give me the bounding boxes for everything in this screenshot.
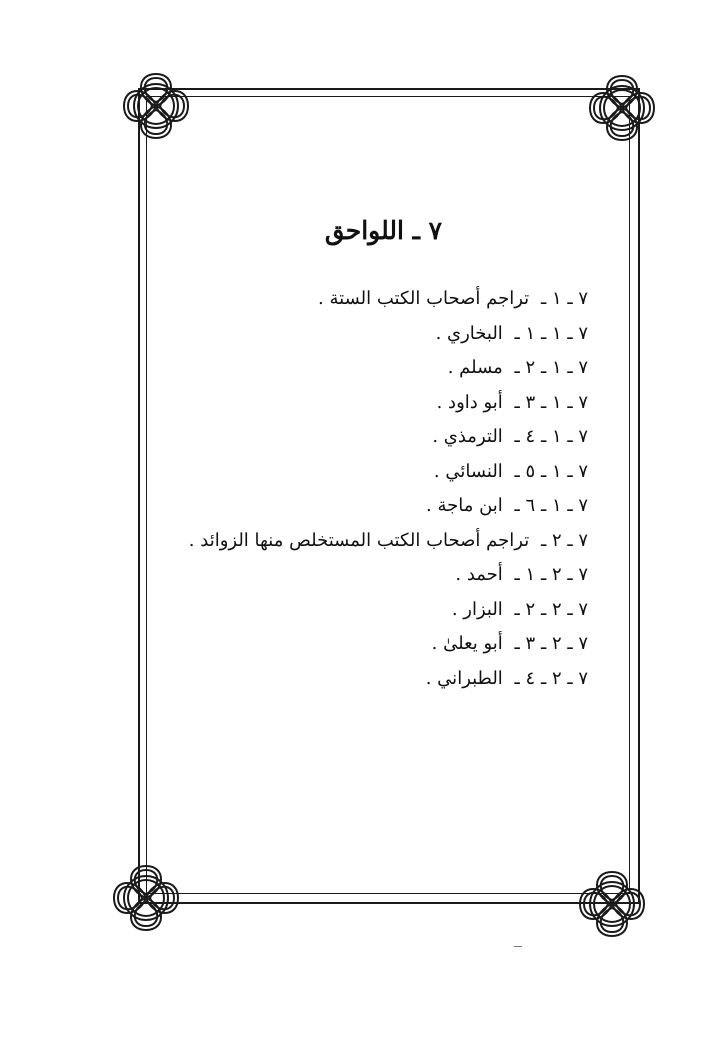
contents-item-number: ٧ ـ ١ ـ [540,288,588,309]
contents-item-text: البخاري . [435,322,503,344]
contents-item-number: ٧ ـ ٢ ـ ١ ـ [514,564,588,585]
contents-item-text: الترمذي . [432,426,503,447]
celtic-knot-corner-icon [108,860,184,936]
section-title-text: ٧ ـ اللواحق [324,215,443,245]
contents-item-text: أبو داود . [436,391,503,413]
contents-item [158,489,588,524]
contents-item-number: ٧ ـ ١ ـ ٣ ـ [514,391,588,413]
contents-item-number: ٧ ـ ١ ـ ١ ـ [514,322,588,344]
contents-item [158,282,588,317]
celtic-knot-corner-icon [118,68,194,144]
contents-item [158,386,588,421]
contents-item-text: البزار . [451,598,503,620]
contents-item [158,317,588,352]
contents-item-number: ٧ ـ ٢ ـ ٢ ـ [514,598,588,620]
contents-item [158,524,588,559]
contents-item-text: النسائي . [433,460,503,482]
contents-item-text: الطبراني . [425,667,503,689]
contents-item [158,558,588,593]
contents-item-text: ابن ماجة . [426,495,503,516]
contents-item [158,455,588,490]
section-title [0,209,727,253]
contents-item-text: أحمد . [455,564,503,585]
contents-item-text: مسلم . [447,357,503,378]
contents-item-number: ٧ ـ ١ ـ ٥ ـ [514,460,588,482]
contents-item-number: ٧ ـ ١ ـ ٤ ـ [514,426,588,447]
celtic-knot-corner-icon [584,70,660,146]
contents-item-number: ٧ ـ ١ ـ ٦ ـ [514,495,588,516]
contents-item [158,627,588,662]
contents-item [158,593,588,628]
contents-item-number: ٧ ـ ١ ـ ٢ ـ [514,357,588,378]
page-mark [514,946,522,947]
celtic-knot-corner-icon [574,866,650,942]
contents-item [158,351,588,386]
contents-item-text: تراجم أصحاب الكتب المستخلص منها الزوائد . [188,529,530,551]
contents-item-number: ٧ ـ ٢ ـ ٣ ـ [514,633,588,654]
contents-item-number: ٧ ـ ٢ ـ [540,529,588,551]
contents-item-text: تراجم أصحاب الكتب الستة . [318,288,530,309]
contents-list [158,282,588,696]
contents-item-number: ٧ ـ ٢ ـ ٤ ـ [514,667,588,689]
contents-item-text: أبو يعلىٰ . [431,633,503,654]
contents-item [158,662,588,697]
contents-item [158,420,588,455]
